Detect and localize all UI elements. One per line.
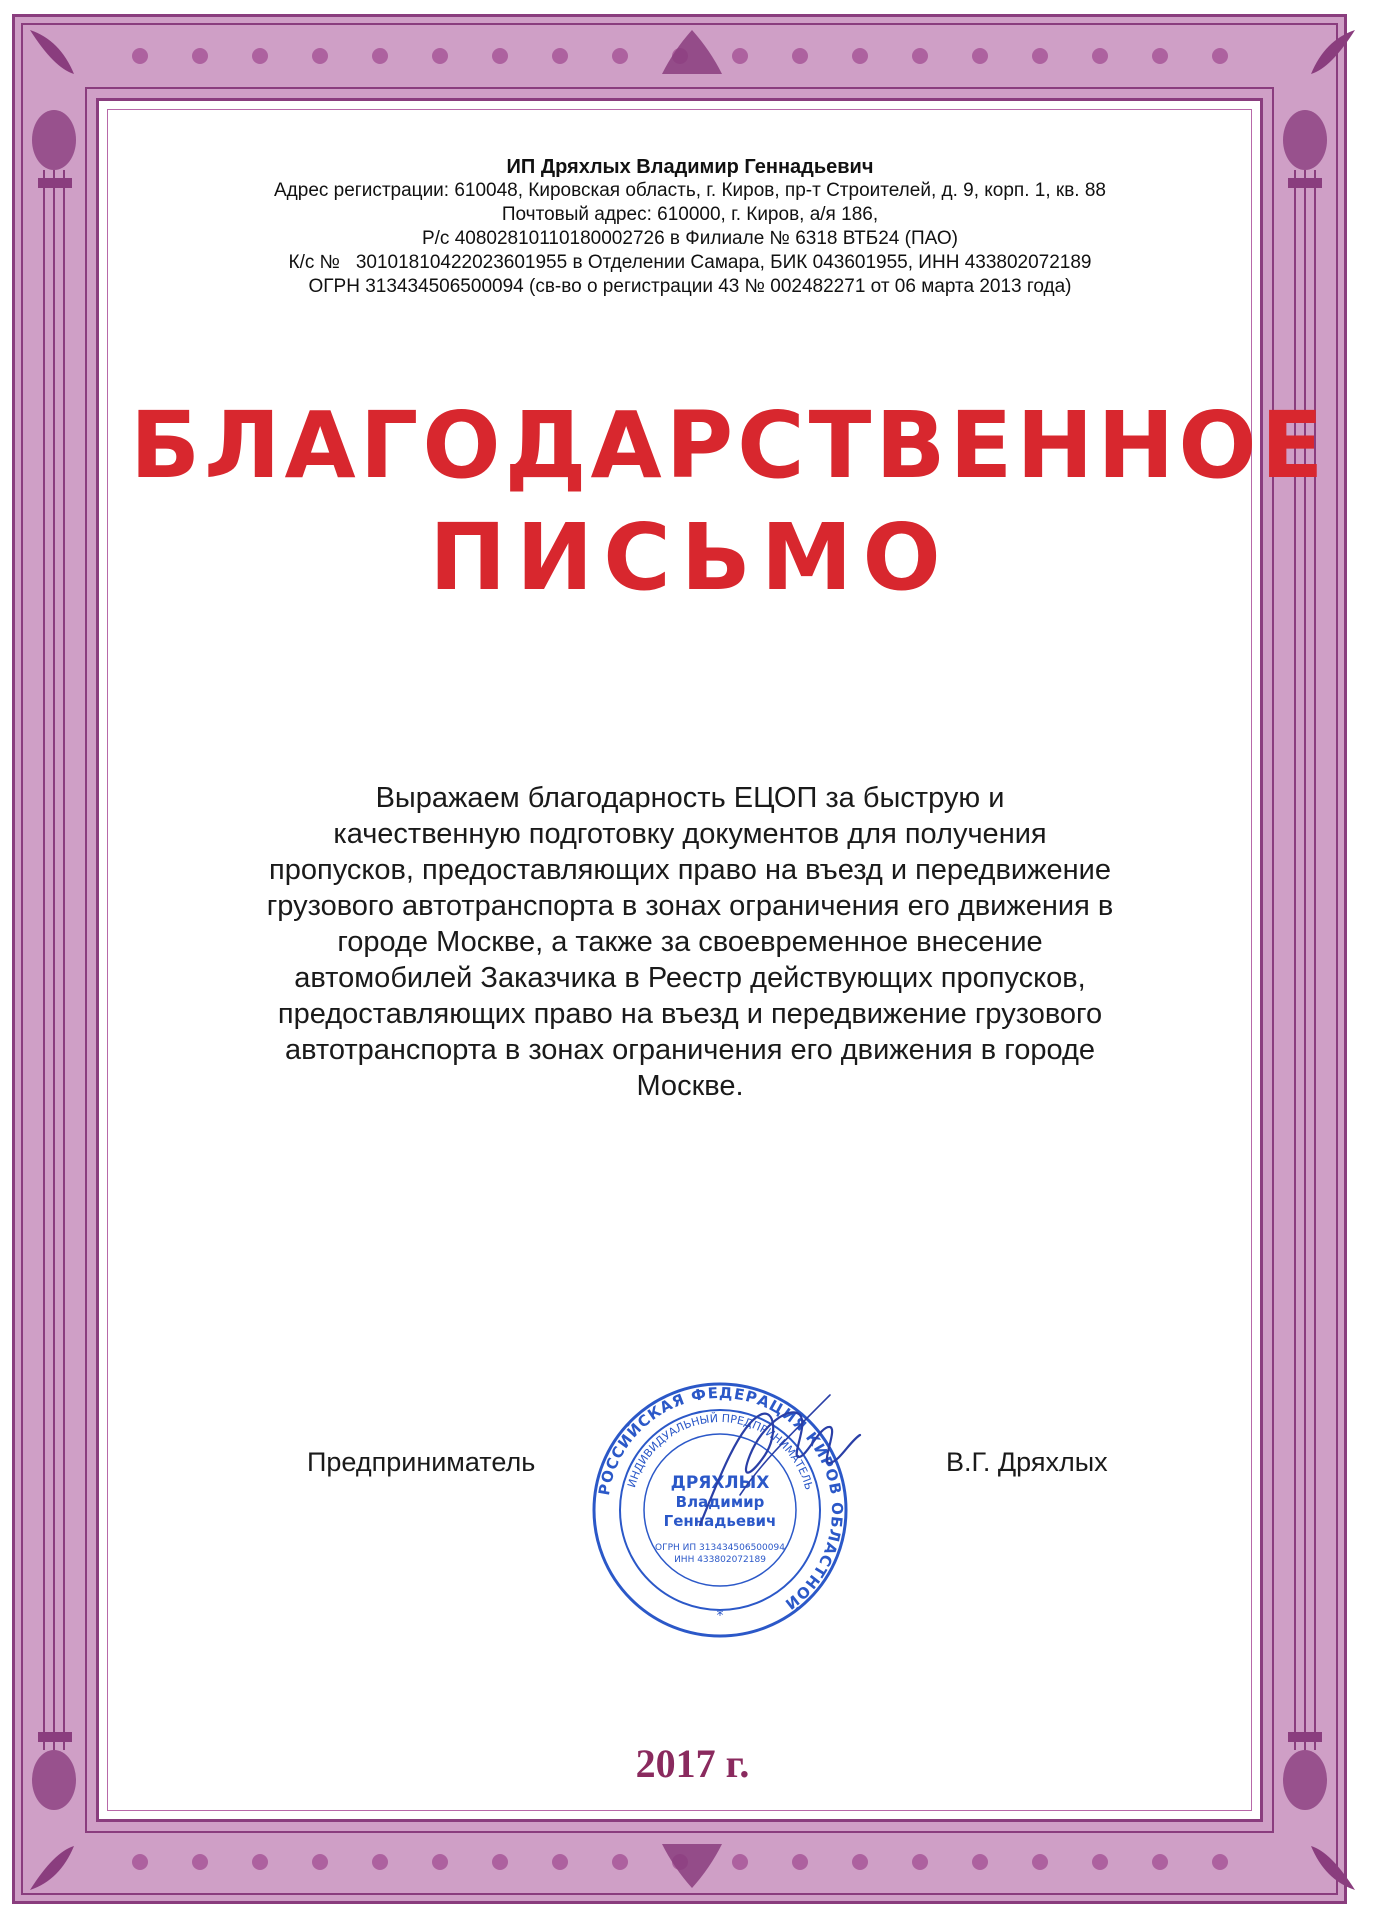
stamp-line-2: Владимир: [675, 1493, 765, 1511]
title-line-1: БЛАГОДАРСТВЕННОЕ: [130, 392, 1328, 499]
body-line: городе Москве, а также за своевременное внесение: [337, 926, 1043, 958]
body-line: пропусков, предоставляющих право на въезд и передвижение: [269, 854, 1111, 886]
postal-address: Почтовый адрес: 610000, г. Киров, а/я 186,: [501, 204, 879, 225]
letter-body: [190, 780, 1190, 1104]
body-line: предоставляющих право на въезд и передвижение грузового: [277, 998, 1103, 1030]
body-line: грузового автотранспорта в зонах ограничения его движения в: [266, 890, 1114, 922]
stamp-inn: ИНН 433802072189: [674, 1555, 766, 1565]
stamp-line-1: ДРЯХЛЫХ: [670, 1473, 770, 1493]
stamp-star: *: [716, 1608, 724, 1624]
registration-address: Адрес регистрации: 610048, Кировская область, г. Киров, пр-т Строителей, д. 9, корп. 1, кв. 88: [274, 180, 1106, 201]
body-line: автомобилей Заказчика в Реестр действующих пропусков,: [294, 962, 1086, 994]
bank-account: Р/с 40802810110180002726 в Филиале № 6318 ВТБ24 (ПАО): [421, 228, 958, 249]
title-line-2: ПИСЬМО: [429, 504, 951, 611]
correspondent-account: К/с № 30101810422023601955 в Отделении Самара, БИК 043601955, ИНН 433802072189: [288, 252, 1092, 273]
handwritten-signature: [680, 1385, 870, 1545]
letterhead: [150, 155, 1230, 299]
stamp-inner-text: ИНДИВИДУАЛЬНЫЙ ПРЕДПРИНИМАТЕЛЬ: [625, 1411, 816, 1492]
body-line: Москве.: [636, 1070, 744, 1102]
stamp-ogrn: ОГРН ИП 313434506500094: [655, 1543, 785, 1553]
ogrn-info: ОГРН 313434506500094 (св-во о регистрации 43 № 002482271 от 06 марта 2013 года): [308, 276, 1072, 297]
document-year: 2017 г.: [635, 1741, 750, 1786]
company-name: ИП Дряхлых Владимир Геннадьевич: [506, 156, 874, 178]
stamp-outer-text: РОССИЙСКАЯ ФЕДЕРАЦИЯ КИРОВ ОБЛАСТНОЙ: [594, 1383, 847, 1614]
body-line: качественную подготовку документов для получения: [333, 818, 1047, 850]
signer-position: Предприниматель: [307, 1447, 536, 1477]
signer-name: В.Г. Дряхлых: [946, 1447, 1108, 1477]
document-title: [130, 390, 1328, 614]
body-line: Выражаем благодарность ЕЦОП за быструю и: [375, 782, 1005, 814]
stamp-line-3: Геннадьевич: [663, 1512, 777, 1530]
body-line: автотранспорта в зонах ограничения его движения в городе: [284, 1034, 1095, 1066]
